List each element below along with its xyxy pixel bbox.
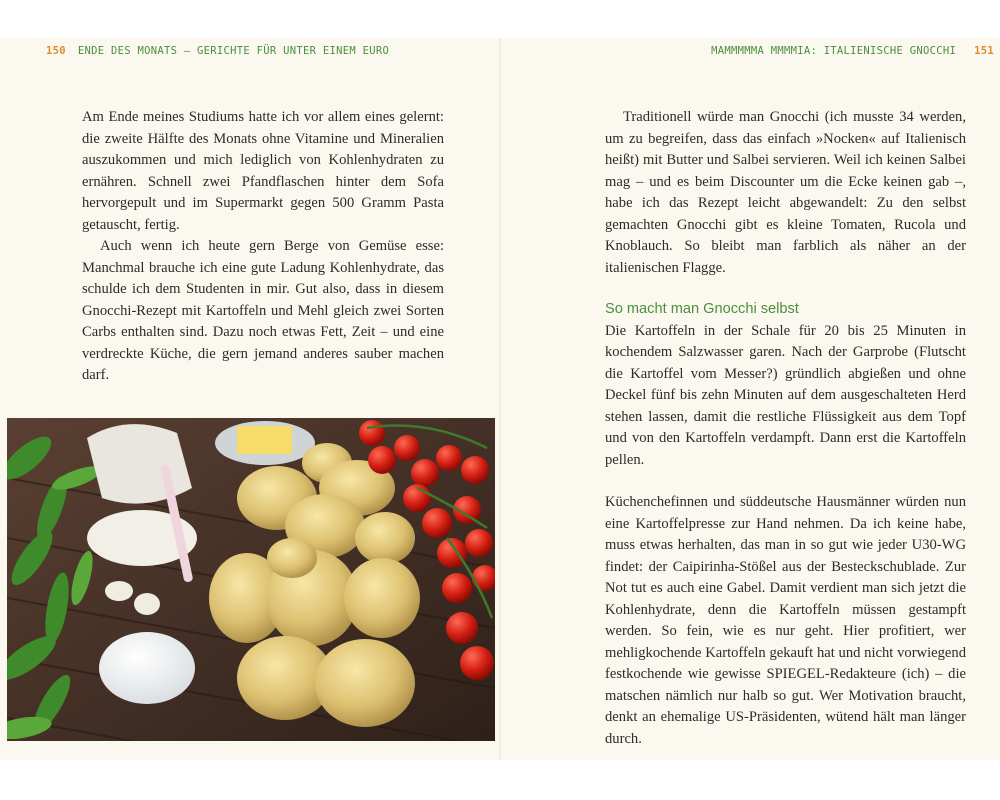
right-page: [500, 38, 1000, 760]
left-running-head-title: ENDE DES MONATS – GERICHTE FÜR UNTER EINEM EURO: [77, 45, 390, 57]
step-paragraph-2: Küchenchefinnen und süddeutsche Hausmänner würden nun eine Kartoffelpresse zur Hand nehmen. Da ich keine habe, muss etwas herhalten, das man in so gut wie jeder U30-WG findet: der Caipirinha-Stößel aus der Besteckschublade. Zur Not tut es auch eine Gabel. Damit verdient man sich jetzt die Kohlenhydrate, denn die Kartoffeln müssen gestampft werden. So fein, wie es nur geht. Hier profitiert, wer mehligkochende Kartoffeln gekauft hat und nicht vorwiegend festkochende wie gewisse SPIEGEL-Redakteure (ich) – die matschen nämlich nur halb so gut. Wer Motivation braucht, denkt an ehemalige US-Präsidenten, wütend hält man länger durch.: [605, 494, 966, 747]
right-page-number: 151: [974, 45, 994, 57]
left-running-head: [46, 45, 389, 57]
left-paragraph-2: Auch wenn ich heute gern Berge von Gemüse esse: Manchmal brauche ich eine gute Ladung Kohlenhydrate, das schulde ich dem Studenten in mir. Gut also, dass in diesem Gnocchi-Rezept mit Kartoffeln und Mehl gleich zwei Sorten Carbs enthalten sind. Dazu noch etwas Fett, Zeit – und eine verdreckte Küche, die gern jemand anderes sauber machen darf.: [82, 238, 444, 383]
garlic-clove: [105, 581, 133, 601]
step-paragraph-1: Die Kartoffeln in der Schale für 20 bis 25 Minuten in kochendem Salzwasser garen. Nach der Garprobe (Flutscht die Kartoffel vom Messer?) gründlich abgießen und ohne Deckel fünf bis zehn Minuten auf dem ausgeschalteten Herd stehen lassen, damit die restliche Flüssigkeit aus dem Topf und von den Kartoffeln verdampft. Dann erst die Kartoffeln pellen.: [605, 322, 966, 468]
ingredients-illustration: [7, 418, 495, 741]
egg: [99, 632, 195, 704]
left-page: [0, 38, 500, 760]
butter: [237, 426, 292, 454]
left-body-text: [82, 107, 444, 387]
flour-bag: [87, 424, 192, 504]
section-subheading: So macht man Gnocchi selbst: [605, 301, 799, 317]
garlic-clove: [134, 593, 160, 615]
right-intro-paragraph: Traditionell würde man Gnocchi (ich musste 34 werden, um zu begreifen, dass das einfach »Nocken« auf Italienisch heißt) mit Butter und Salbei servieren. Weil ich keinen Salbei mag – und es beim Discounter um die Ecke keinen gab –, habe ich das Rezept leicht abgewandelt: Zu den selbst gemachten Gnocchi gibt es kleine Tomaten, Rucola und Knoblauch. So bleibt man farblich als näher an der italienischen Flagge.: [605, 109, 966, 276]
right-body-text: [605, 107, 966, 750]
book-spread: [0, 38, 1000, 760]
right-running-head: [711, 45, 994, 57]
right-running-head-title: MAMMMMMA MMMMIA: ITALIENISCHE GNOCCHI: [711, 45, 957, 57]
left-page-number: 150: [46, 45, 66, 57]
gnocchi-ingredients-photo: [7, 418, 495, 741]
left-paragraph-1: Am Ende meines Studiums hatte ich vor allem eines gelernt: die zweite Hälfte des Monats ohne Vitamine und Mineralien auszukommen und mich lediglich von Kohlenhydraten zu ernähren. Schnell zwei Pfandflaschen hinter dem Sofa hervorgepult und im Supermarkt gegen 500 Gramm Pasta getauscht, fertig.: [82, 109, 444, 233]
